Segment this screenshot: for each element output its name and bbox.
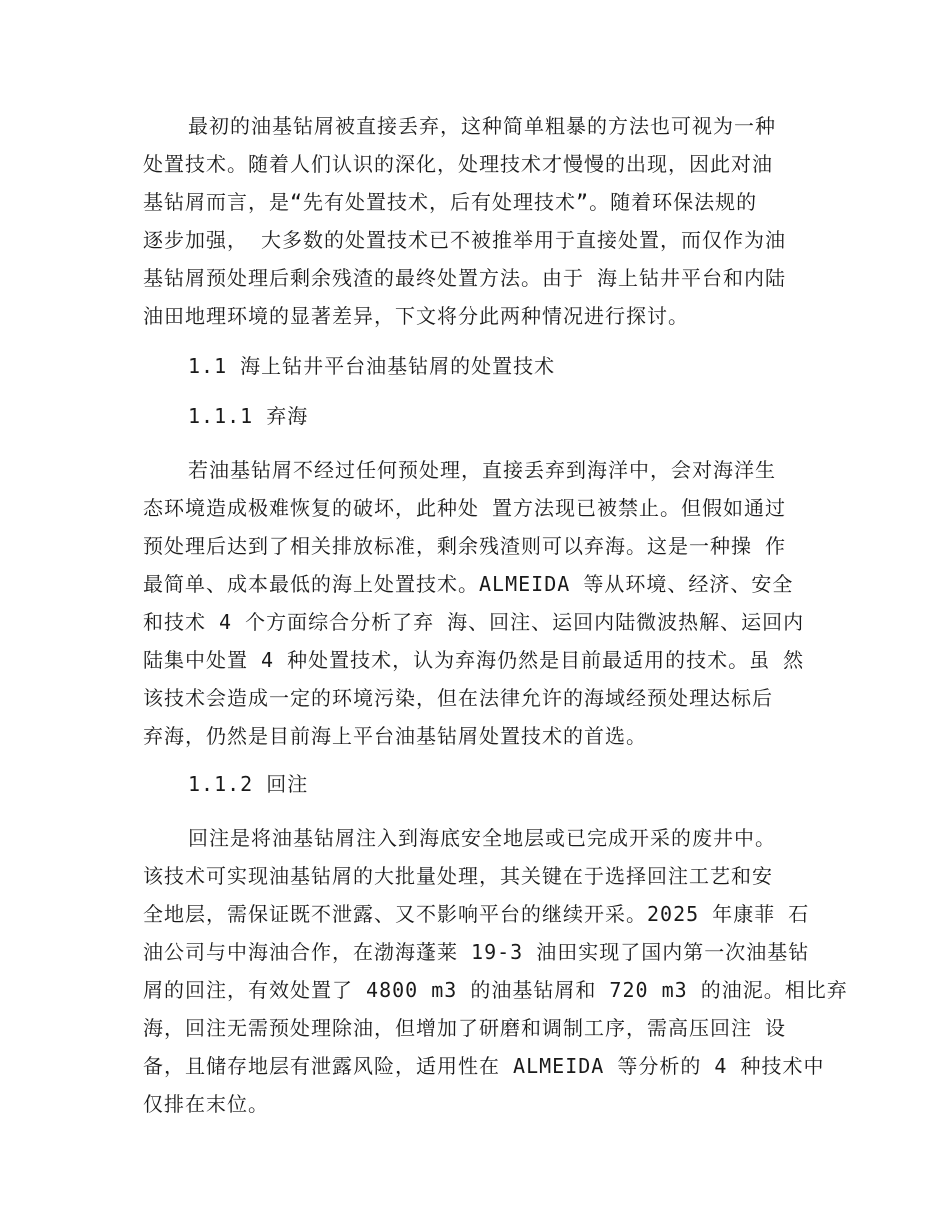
text-line: 该技术会造成一定的环境污染，但在法律允许的海域经预处理达标后 [143,686,773,710]
text-line: 该技术可实现油基钻屑的大批量处理，其关键在于选择回注工艺和安 [143,864,773,888]
text-line: 海，回注无需预处理除油，但增加了研磨和调制工序，需高压回注 设 [143,1016,787,1040]
text-line: 基钻屑而言，是“先有处置技术，后有处理技术”。随着环保法规的 [143,190,758,214]
text-line: 若油基钻屑不经过任何预处理，直接丢弃到海洋中，会对海洋生 [188,458,776,482]
text-line: 全地层，需保证既不泄露、又不影响平台的继续开采。2025 年康菲 石 [143,902,810,926]
text-line: 和技术 4 个方面综合分析了弃 海、回注、运回内陆微波热解、运回内 [143,610,805,634]
text-line: 陆集中处置 4 种处置技术，认为弃海仍然是目前最适用的技术。虽 然 [143,648,805,672]
text-line: 基钻屑预处理后剩余残渣的最终处置方法。由于 海上钻井平台和内陆 [143,266,787,290]
text-line: 回注是将油基钻屑注入到海底安全地层或已完成开采的废井中。 [188,826,776,850]
text-line: 最简单、成本最低的海上处置技术。ALMEIDA 等从环境、经济、安全 [143,572,794,596]
text-line: 仅排在末位。 [143,1092,269,1116]
text-line: 备，且储存地层有泄露风险，适用性在 ALMEIDA 等分析的 4 种技术中 [143,1054,825,1078]
subsection-heading: 1.1.2 回注 [188,772,309,796]
text-line: 逐步加强， 大多数的处置技术已不被推举用于直接处置，而仅作为油 [143,228,787,252]
text-line: 最初的油基钻屑被直接丢弃，这种简单粗暴的方法也可视为一种 [188,114,776,138]
text-line: 屑的回注，有效处置了 4800 m3 的油基钻屑和 720 m3 的油泥。相比弃 [143,978,848,1002]
text-line: 油公司与中海油合作，在渤海蓬莱 19-3 油田实现了国内第一次油基钻 [143,940,810,964]
text-line: 弃海，仍然是目前海上平台油基钻屑处置技术的首选。 [143,724,647,748]
section-heading: 1.1 海上钻井平台油基钻屑的处置技术 [188,354,556,378]
subsection-heading: 1.1.1 弃海 [188,404,309,428]
text-line: 油田地理环境的显著差异，下文将分此两种情况进行探讨。 [143,304,689,328]
text-line: 态环境造成极难恢复的破坏，此种处 置方法现已被禁止。但假如通过 [143,496,787,520]
text-line: 预处理后达到了相关排放标准，剩余残渣则可以弃海。这是一种操 作 [143,534,787,558]
text-line: 处置技术。随着人们认识的深化，处理技术才慢慢的出现，因此对油 [143,152,773,176]
